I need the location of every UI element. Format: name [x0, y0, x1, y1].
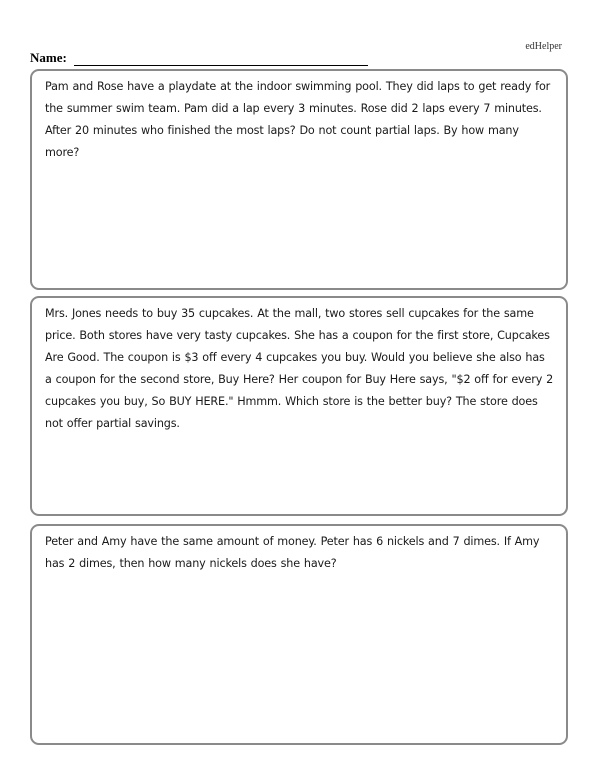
name-field-row — [30, 50, 368, 66]
name-input-line[interactable] — [74, 51, 368, 66]
brand-label: edHelper — [525, 41, 562, 52]
problem-box-2 — [30, 296, 568, 516]
problem-text-3: Peter and Amy have the same amount of money. Peter has 6 nickels and 7 dimes. If Amy has 2 dimes, then how many nickels does she have? — [45, 535, 540, 570]
problem-box-1 — [30, 69, 568, 290]
problem-text-1: Pam and Rose have a playdate at the indoor swimming pool. They did laps to get ready for the summer swim team. Pam did a lap every 3 minutes. Rose did 2 laps every 7 minutes. After 20 minutes who finished the most laps? Do not count partial laps. By how many more? — [45, 80, 551, 159]
problem-box-3 — [30, 524, 568, 745]
problem-text-2: Mrs. Jones needs to buy 35 cupcakes. At the mall, two stores sell cupcakes for the same price. Both stores have very tasty cupcakes. She has a coupon for the first store, Cupcakes Are Good. The coupon is $3 off every 4 cupcakes you buy. Would you believe she also has a coupon for the second store, Buy Here? Her coupon for Buy Here says, "$2 off for every 2 cupcakes you buy, So BUY HERE." Hmmm. Which store is the better buy? The store does not offer partial savings. — [45, 307, 554, 430]
name-label: Name: — [30, 50, 67, 65]
